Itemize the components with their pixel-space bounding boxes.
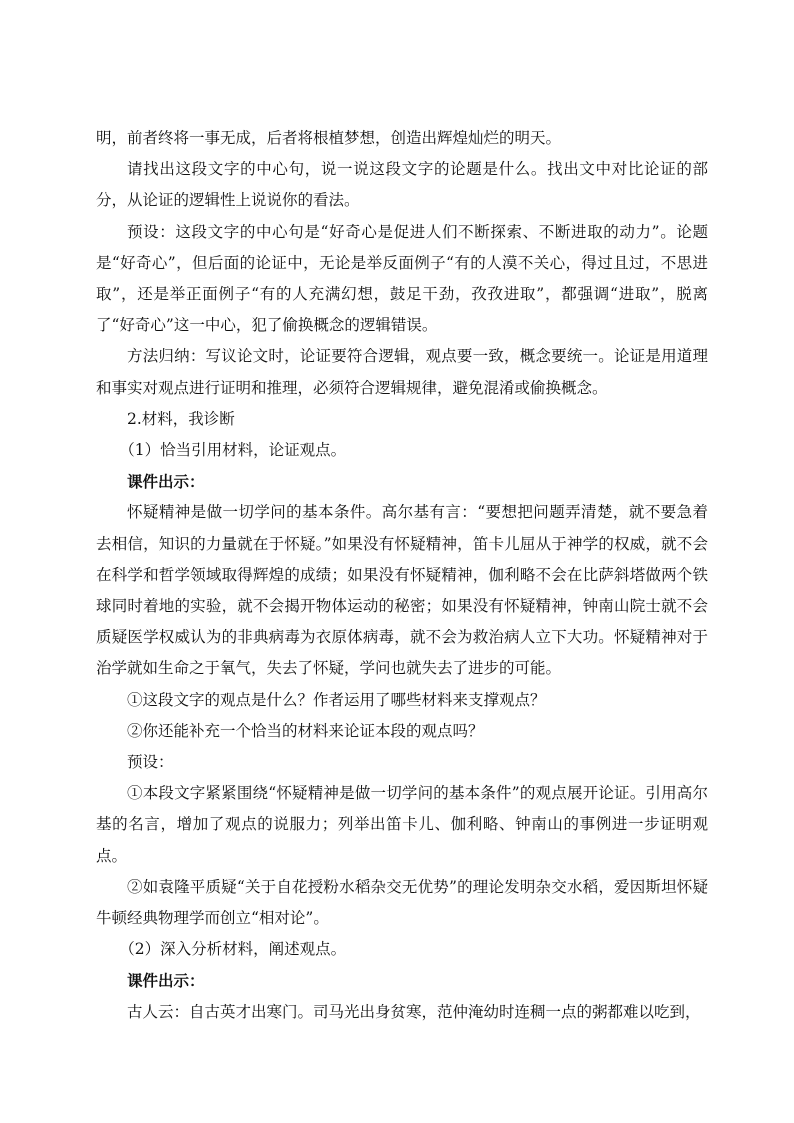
subsection-heading-analyze-material: （2）深入分析材料，阐述观点。: [119, 940, 347, 959]
paragraph-method-summary: 方法归纳：写议论文时，论证要符合逻辑，观点要一致，概念要统一。论证是用道理和事实对观点进行证明和推理，必须符合逻辑规律，避免混淆或偷换概念。: [96, 347, 708, 397]
section-heading-material-diagnosis: 2.材料，我诊断: [127, 409, 235, 428]
answer-item-2: ②如袁隆平质疑“关于自花授粉水稻杂交无优势”的理论发明杂交水稻，爱因斯坦怀疑牛顿经典物理学而创立“相对论”。: [96, 877, 708, 928]
question-item-2: ②你还能补充一个恰当的材料来论证本段的观点吗？: [127, 721, 484, 740]
paragraph-doubt-spirit: 怀疑精神是做一切学问的基本条件。高尔基有言：“要想把问题弄清楚，就不要急着去相信，知识的力量就在于怀疑。”如果没有怀疑精神，笛卡儿屈从于神学的权威，就不会在科学和哲学领域取得辉煌的成绩；如果没有怀疑精神，伽利略不会在比萨斜塔做两个铁球同时着地的实验，就不会揭开物体运动的秘密；如果没有怀疑精神，钟南山院士就不会质疑医学权威认为的非典病毒为衣原体病毒，就不会为救治病人立下大功。怀疑精神对于治学就如生命之于氧气，失去了怀疑，学问也就失去了进步的可能。: [96, 503, 708, 678]
paragraph-preset-analysis: 预设：这段文字的中心句是“好奇心是促进人们不断探索、不断进取的动力”。论题是“好奇心”，但后面的论证中，无论是举反面例子“有的人漠不关心，得过且过，不思进取”，还是举正面例子“有的人充满幻想，鼓足干劲，孜孜进取”，都强调“进取”，脱离了“好奇心”这一中心，犯了偷换概念的逻辑错误。: [96, 222, 708, 335]
courseware-label: 课件出示：: [127, 472, 205, 492]
courseware-label-2: 课件出示：: [127, 971, 205, 991]
paragraph-question-central-sentence: 请找出这段文字的中心句，说一说这段文字的论题是什么。找出文中对比论证的部分，从论证的逻辑性上说说你的看法。: [96, 160, 708, 210]
paragraph-continuation: 明，前者终将一事无成，后者将根植梦想，创造出辉煌灿烂的明天。: [96, 129, 562, 147]
subsection-heading-cite-material: （1）恰当引用材料，论证观点。: [119, 441, 347, 460]
question-item-1: ①这段文字的观点是什么？作者运用了哪些材料来支撑观点？: [127, 690, 546, 709]
document-body: [96, 123, 708, 1028]
preset-label: 预设：: [127, 753, 174, 772]
answer-item-1: ①本段文字紧紧围绕“怀疑精神是做一切学问的基本条件”的观点展开论证。引用高尔基的名言，增加了观点的说服力；列举出笛卡儿、伽利略、钟南山的事例进一步证明观点。: [96, 784, 708, 865]
paragraph-ancient-saying: 古人云：自古英才出寒门。司马光出身贫寒，范仲淹幼时连稠一点的粥都难以吃到，: [127, 1002, 701, 1021]
